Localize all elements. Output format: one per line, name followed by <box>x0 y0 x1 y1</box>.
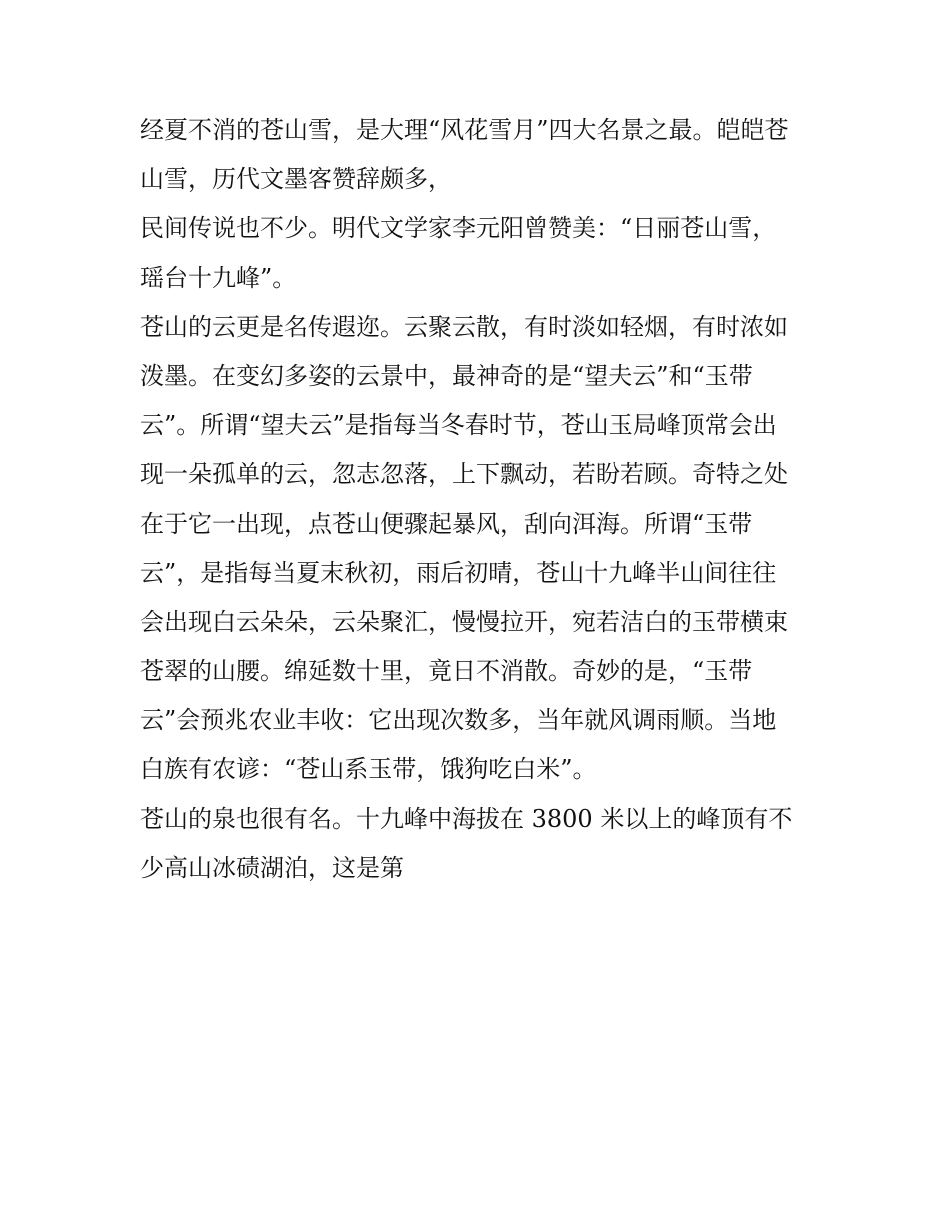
text-line: 经夏不消的苍山雪，是大理“风花雪月”四大名景之最。皑皑苍 <box>140 116 789 144</box>
text-line: 少高山冰碛湖泊，这是第 <box>140 853 404 882</box>
text-line: 民间传说也不少。明代文学家李元阳曾赞美：“日丽苍山雪， <box>140 214 777 243</box>
text-line: 白族有农谚：“苍山系玉带，饿狗吃白米”。 <box>140 755 597 784</box>
text-line: 苍翠的山腰。绵延数十里，竟日不消散。奇妙的是，“玉带 <box>140 657 753 686</box>
text-line: 瑶台十九峰”。 <box>140 263 297 292</box>
text-line: 云”，是指每当夏末秋初，雨后初晴，苍山十九峰半山间往往 <box>140 558 777 587</box>
text-line: 云”。所谓“望夫云”是指每当冬春时节，苍山玉局峰顶常会出 <box>140 411 777 440</box>
text-line: 苍山的云更是名传遐迩。云聚云散，有时淡如轻烟，有时浓如 <box>140 312 788 341</box>
text-line: 苍山的泉也很有名。十九峰中海拔在 3800 米以上的峰顶有不 <box>140 804 793 833</box>
text-line: 会出现白云朵朵，云朵聚汇，慢慢拉开，宛若洁白的玉带横束 <box>140 607 788 636</box>
body-text <box>140 106 820 893</box>
text-line: 泼墨。在变幻多姿的云景中，最神奇的是“望夫云”和“玉带 <box>140 361 753 390</box>
text-line: 山雪，历代文墨客赞辞颇多， <box>140 165 452 194</box>
text-line: 现一朵孤单的云，忽志忽落，上下飘动，若盼若顾。奇特之处 <box>140 460 788 489</box>
text-line: 在于它一出现，点苍山便骤起暴风，刮向洱海。所谓“玉带 <box>140 509 753 538</box>
text-line: 云”会预兆农业丰收：它出现次数多，当年就风调雨顺。当地 <box>140 706 777 735</box>
